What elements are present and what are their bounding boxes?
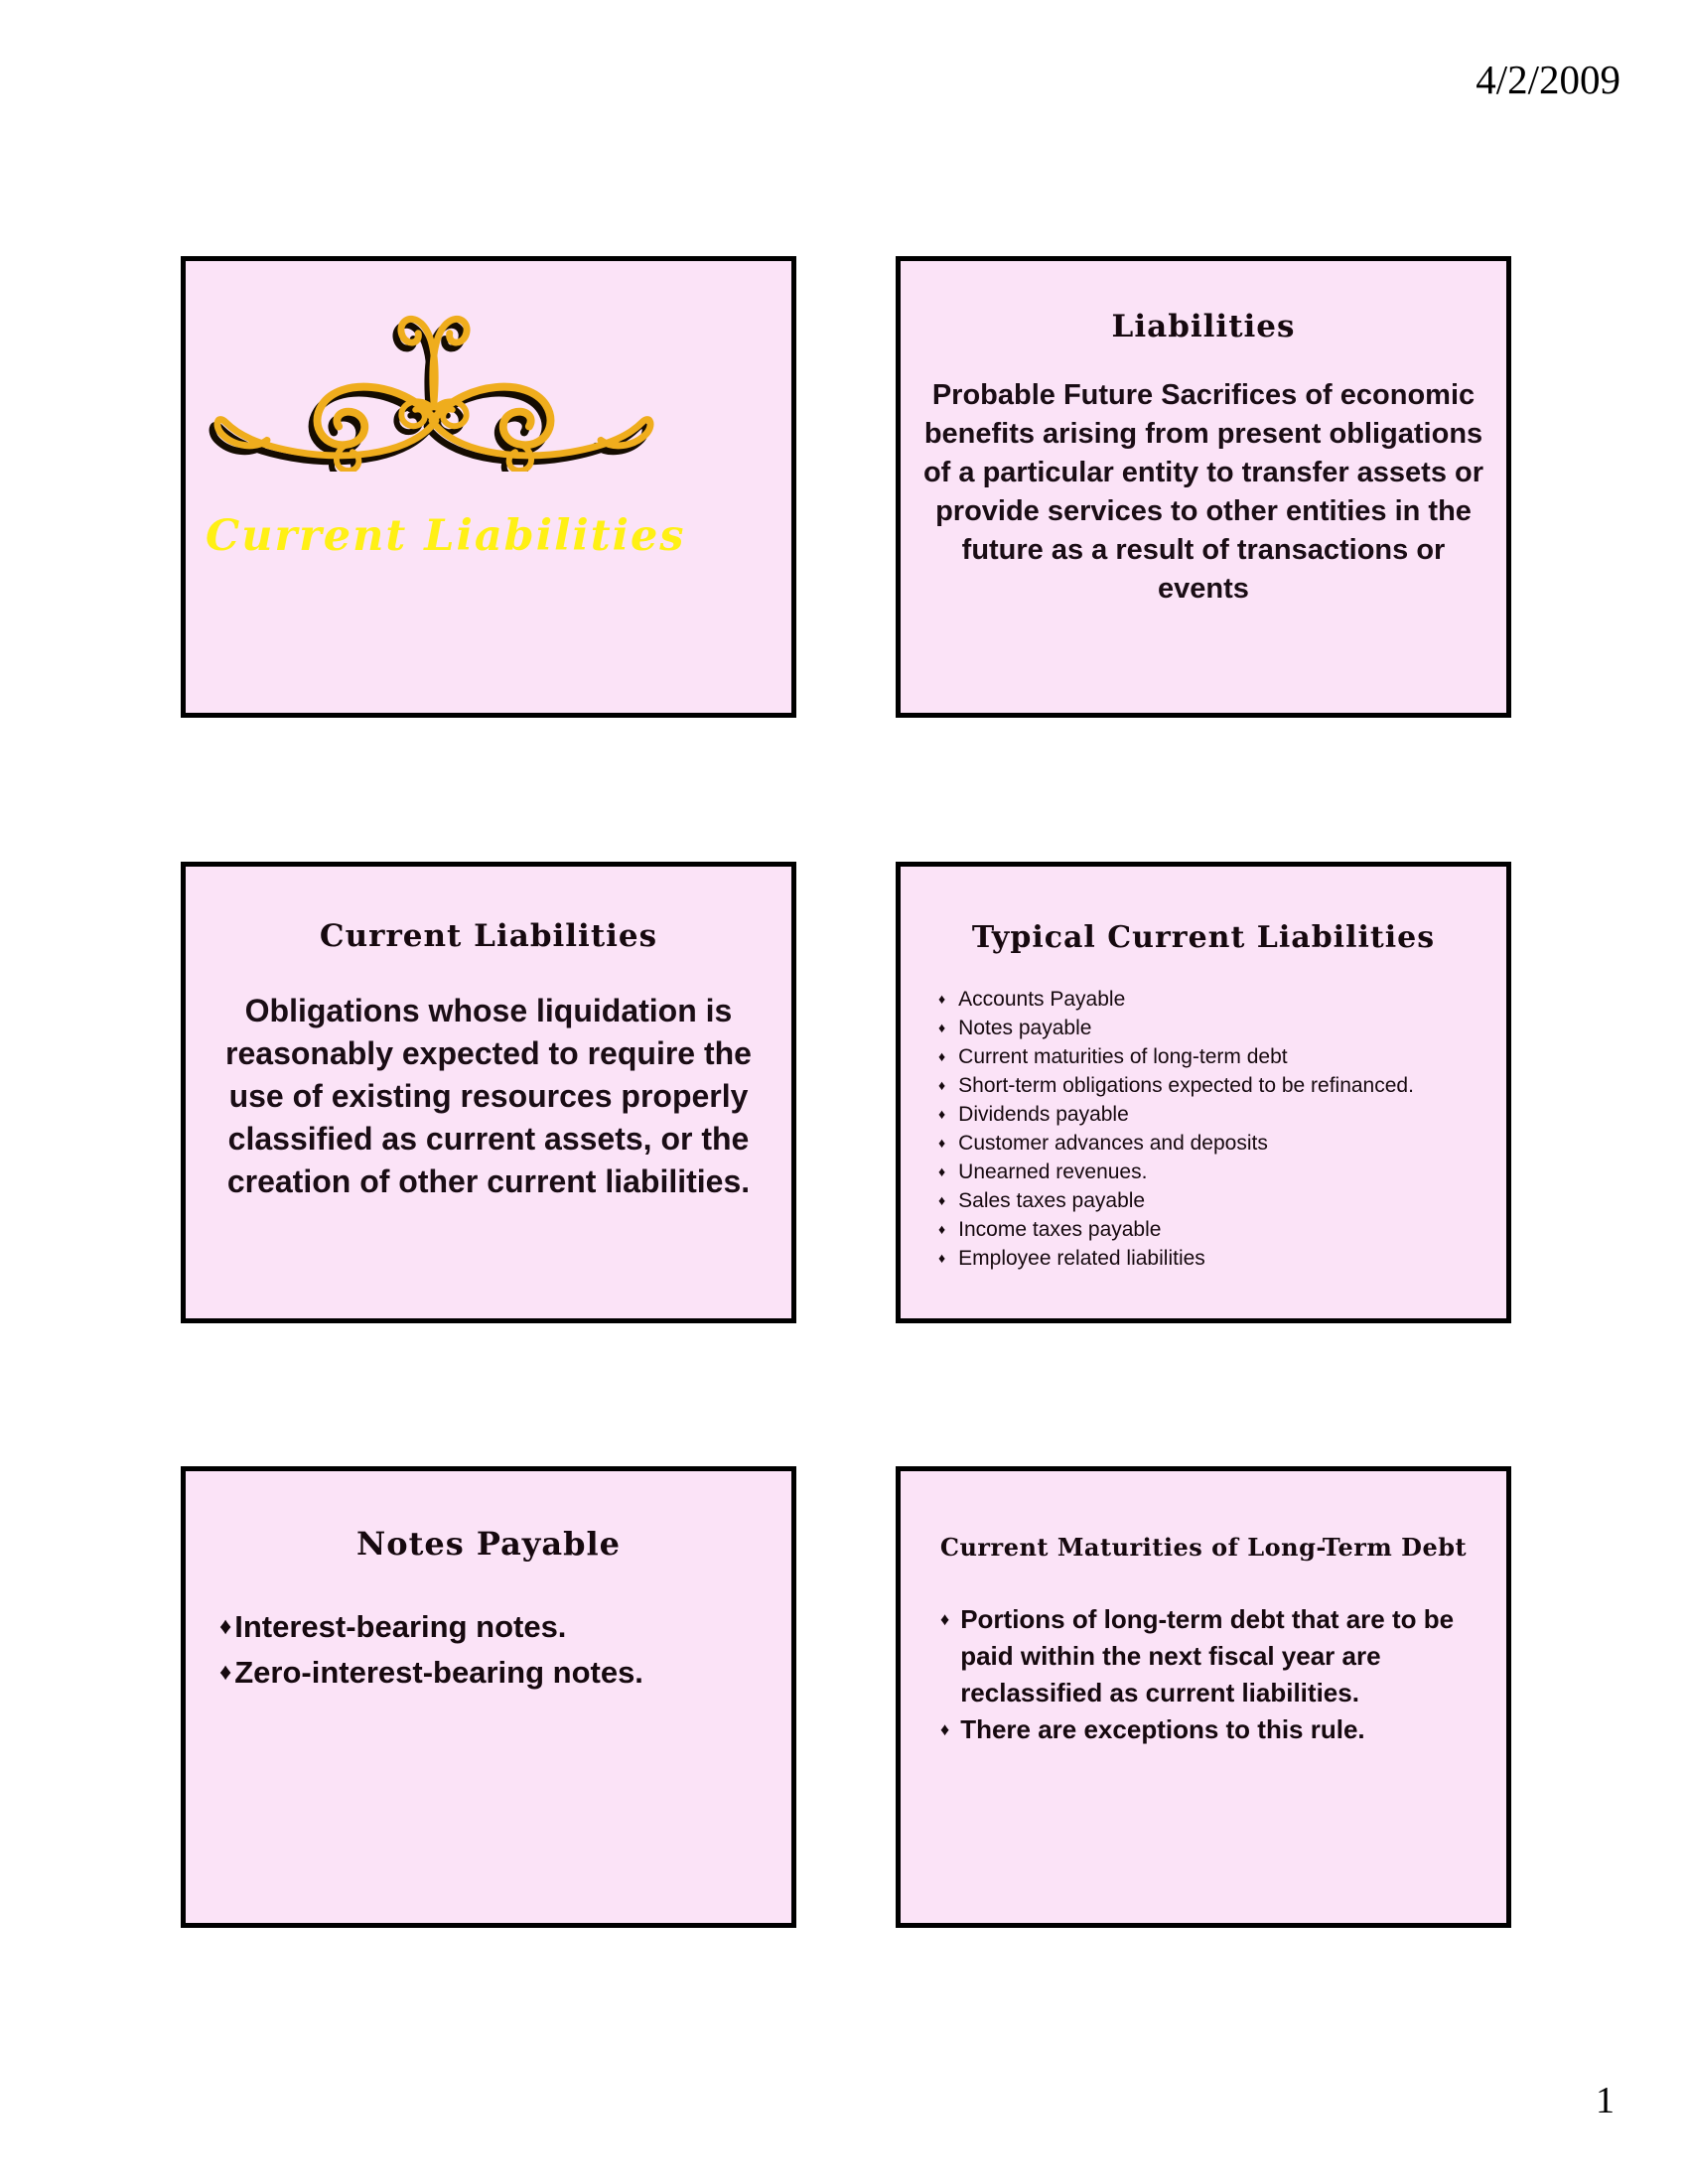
list-item <box>938 1186 1488 1215</box>
slide-title: Current Maturities of Long-Term Debt <box>939 1533 1468 1562</box>
header-date: 4/2/2009 <box>1476 57 1620 102</box>
bullet-list <box>219 1604 781 1696</box>
diamond-bullet-icon: ♦ <box>938 991 946 1007</box>
list-item <box>940 1601 1492 1711</box>
bullet-text: Accounts Payable <box>958 988 1126 1011</box>
gold-flourish-ornament <box>208 305 660 472</box>
bullet-text: Employee related liabilities <box>958 1247 1205 1270</box>
slide-5-notes-payable <box>181 1466 796 1928</box>
bullet-text: Customer advances and deposits <box>958 1132 1268 1155</box>
list-item <box>219 1650 781 1696</box>
diamond-bullet-icon: ♦ <box>940 1609 950 1629</box>
diamond-bullet-icon: ♦ <box>219 1659 232 1686</box>
bullet-text: Sales taxes payable <box>958 1189 1146 1212</box>
diamond-bullet-icon: ♦ <box>938 1077 946 1093</box>
slide-2-liabilities <box>896 256 1511 718</box>
title-slide-text: Current Liabilities <box>206 511 686 561</box>
bullet-text: There are exceptions to this rule. <box>960 1714 1365 1744</box>
diamond-bullet-icon: ♦ <box>938 1106 946 1122</box>
list-item <box>940 1711 1492 1748</box>
slide-title: Liabilities <box>1111 309 1296 344</box>
bullet-text: Income taxes payable <box>958 1218 1162 1241</box>
diamond-bullet-icon: ♦ <box>938 1250 946 1266</box>
bullet-list <box>938 985 1488 1273</box>
bullet-text: Short-term obligations expected to be refinanced. <box>958 1074 1414 1097</box>
list-item <box>938 1215 1488 1244</box>
list-item <box>938 1014 1488 1042</box>
list-item <box>938 1158 1488 1186</box>
diamond-bullet-icon: ♦ <box>940 1719 950 1739</box>
diamond-bullet-icon: ♦ <box>938 1192 946 1208</box>
slide-body: Probable Future Sacrifices of economic benefits arising from present obligations of a particular entity to transfer assets or provide services to other entities in the future as a result of transactions or events <box>922 379 1484 605</box>
diamond-bullet-icon: ♦ <box>938 1020 946 1035</box>
page-number: 1 <box>1596 2080 1615 2121</box>
slide-title: Notes Payable <box>355 1525 622 1563</box>
slide-6-current-maturities <box>896 1466 1511 1928</box>
diamond-bullet-icon: ♦ <box>938 1135 946 1151</box>
bullet-list <box>940 1601 1492 1748</box>
slide-4-typical-current-liabilities <box>896 862 1511 1323</box>
bullet-text: Unearned revenues. <box>958 1160 1148 1183</box>
bullet-text: Current maturities of long-term debt <box>958 1045 1288 1068</box>
list-item <box>938 1071 1488 1100</box>
list-item <box>938 1129 1488 1158</box>
bullet-text: Interest-bearing notes. <box>234 1609 567 1644</box>
bullet-text: Portions of long-term debt that are to be paid within the next fiscal year are reclassified as current liabilities. <box>960 1604 1455 1707</box>
slide-title: Typical Current Liabilities <box>971 920 1436 955</box>
bullet-text: Zero-interest-bearing notes. <box>234 1655 643 1690</box>
slide-body: Obligations whose liquidation is reasonably expected to require the use of existing resources properly classified as current assets, or the creation of other current liabilities. <box>225 993 752 1199</box>
slide-1-title-card <box>181 256 796 718</box>
diamond-bullet-icon: ♦ <box>938 1163 946 1179</box>
list-item <box>938 1244 1488 1273</box>
diamond-bullet-icon: ♦ <box>219 1613 232 1640</box>
list-item <box>938 1042 1488 1071</box>
bullet-text: Notes payable <box>958 1017 1092 1039</box>
diamond-bullet-icon: ♦ <box>938 1221 946 1237</box>
list-item <box>938 1100 1488 1129</box>
list-item <box>219 1604 781 1650</box>
list-item <box>938 985 1488 1014</box>
slide-3-current-liabilities <box>181 862 796 1323</box>
diamond-bullet-icon: ♦ <box>938 1048 946 1064</box>
slide-title: Current Liabilities <box>319 918 658 954</box>
bullet-text: Dividends payable <box>958 1103 1129 1126</box>
